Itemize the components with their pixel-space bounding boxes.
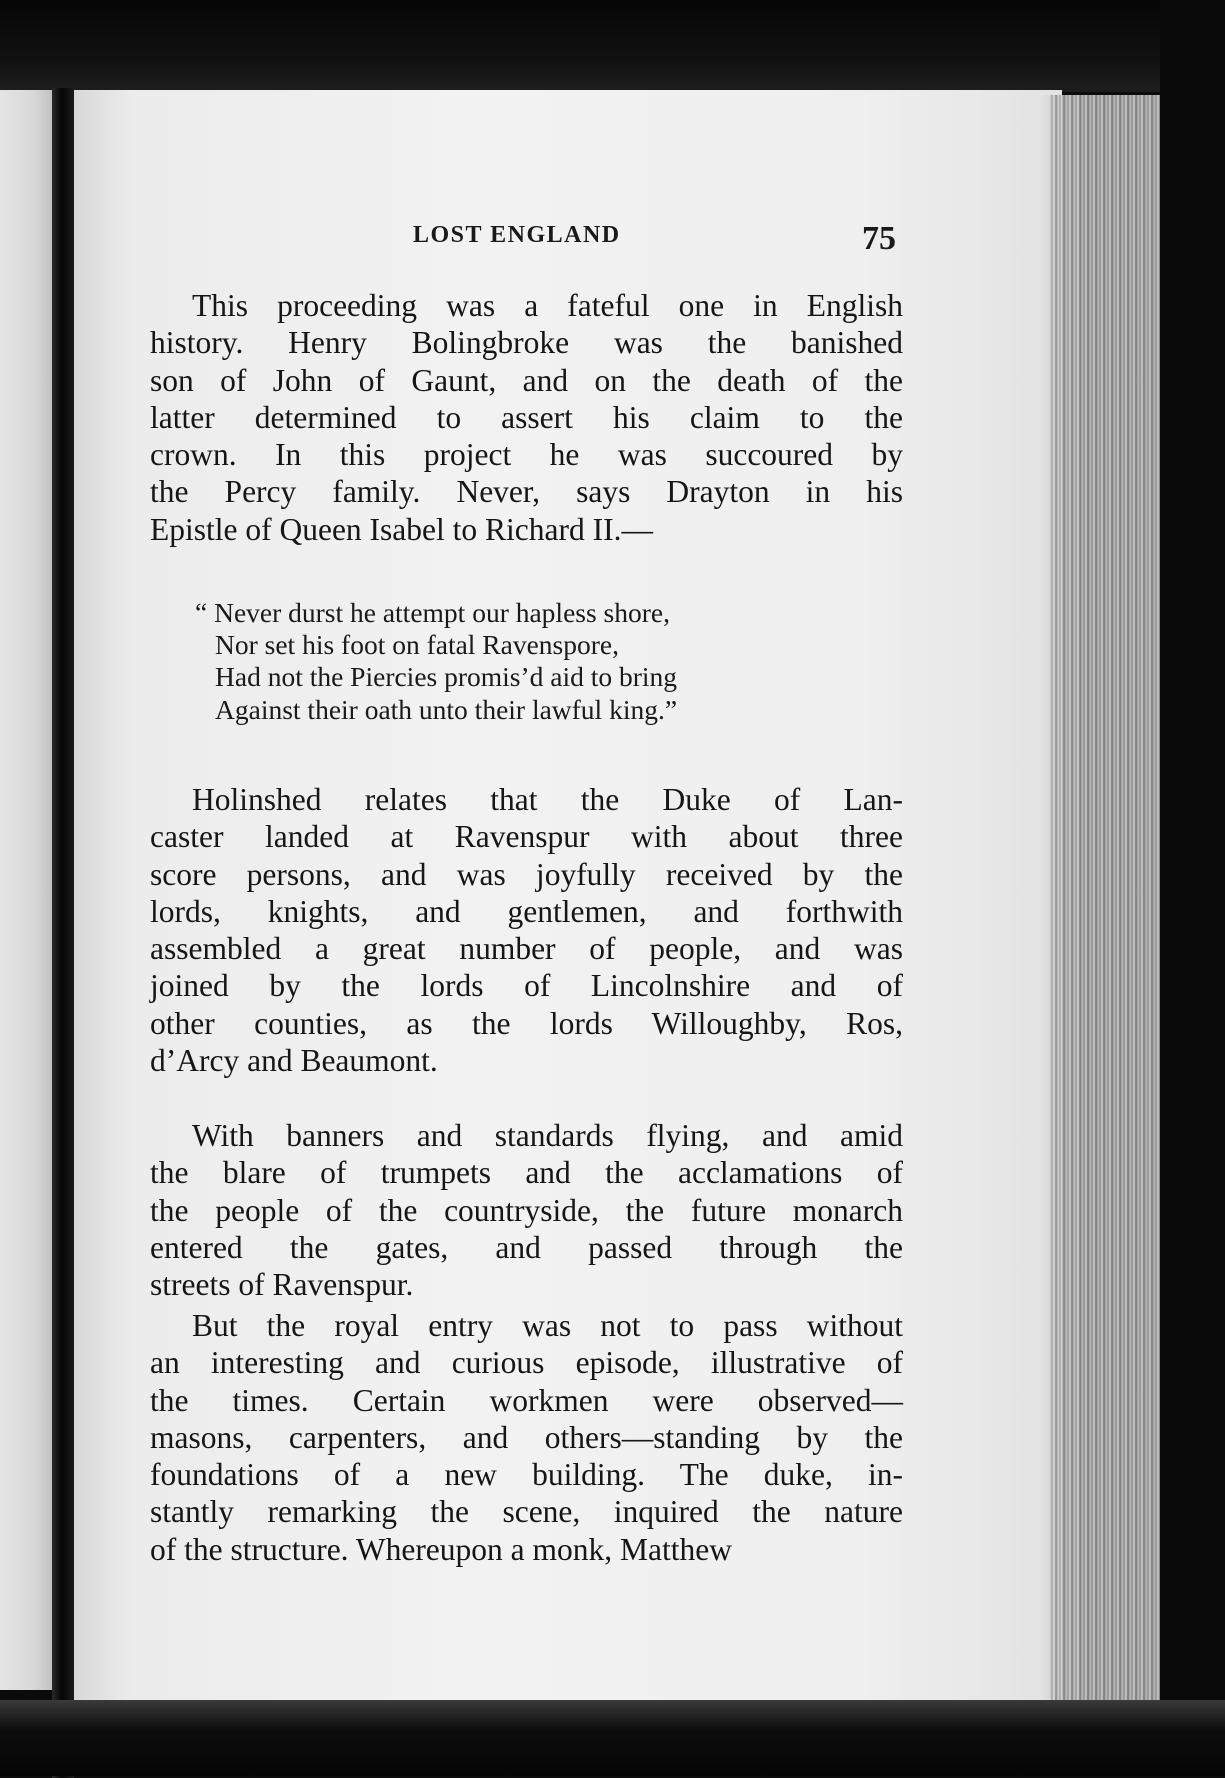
- verse-line: Had not the Piercies promis’d aid to bring: [215, 661, 678, 693]
- text-line: Holinshed relates that the Duke of Lan-: [192, 782, 903, 817]
- scan-right-border: [1160, 0, 1225, 1776]
- text-line: lords, knights, and gentlemen, and forthwith: [150, 893, 903, 929]
- verse-line: Against their oath unto their lawful king.”: [215, 693, 678, 725]
- text-line: the Percy family. Never, says Drayton in his: [150, 474, 903, 510]
- verse-quotation: [195, 597, 855, 726]
- stacked-page-edges: [1050, 95, 1160, 1770]
- paragraph-3: [150, 1117, 903, 1303]
- text-line: But the royal entry was not to pass without: [192, 1308, 903, 1343]
- text-line: the blare of trumpets and the acclamations of: [150, 1155, 903, 1191]
- text-line: of the structure. Whereupon a monk, Matthew: [150, 1531, 732, 1567]
- paragraph-1: [150, 287, 903, 548]
- text-line: streets of Ravenspur.: [150, 1267, 414, 1303]
- text-line: latter determined to assert his claim to the: [150, 399, 903, 435]
- page-number: 75: [862, 220, 896, 257]
- text-line: stantly remarking the scene, inquired the nature: [150, 1494, 903, 1530]
- running-head: LOST ENGLAND: [413, 222, 621, 248]
- scan-bottom-border: [0, 1700, 1225, 1776]
- text-line: an interesting and curious episode, illustrative of: [150, 1345, 903, 1381]
- text-line: other counties, as the lords Willoughby, Ros,: [150, 1005, 903, 1041]
- text-line: the people of the countryside, the future monarch: [150, 1192, 903, 1228]
- text-line: d’Arcy and Beaumont.: [150, 1043, 438, 1079]
- text-line: joined by the lords of Lincolnshire and of: [150, 968, 903, 1004]
- verse-line: “ Never durst he attempt our hapless shore,: [195, 597, 670, 628]
- book-gutter: [52, 88, 74, 1778]
- text-line: entered the gates, and passed through the: [150, 1229, 903, 1265]
- text-line: caster landed at Ravenspur with about three: [150, 819, 903, 855]
- paragraph-4: [150, 1307, 903, 1568]
- text-line: masons, carpenters, and others—standing by the: [150, 1419, 903, 1455]
- text-line: foundations of a new building. The duke, in-: [150, 1457, 903, 1493]
- text-line: With banners and standards flying, and amid: [192, 1118, 903, 1153]
- text-line: score persons, and was joyfully received by the: [150, 856, 903, 892]
- facing-page-edge: [0, 90, 56, 1690]
- text-line: Epistle of Queen Isabel to Richard II.—: [150, 511, 653, 547]
- text-line: This proceeding was a fateful one in English: [192, 288, 903, 323]
- text-line: crown. In this project he was succoured by: [150, 437, 903, 473]
- scan-top-border: [0, 0, 1225, 92]
- text-line: son of John of Gaunt, and on the death of the: [150, 362, 903, 398]
- text-line: assembled a great number of people, and was: [150, 931, 903, 967]
- text-line: history. Henry Bolingbroke was the banished: [150, 325, 903, 361]
- paragraph-2: [150, 781, 903, 1079]
- verse-line: Nor set his foot on fatal Ravenspore,: [215, 629, 620, 661]
- text-line: the times. Certain workmen were observed—: [150, 1382, 903, 1418]
